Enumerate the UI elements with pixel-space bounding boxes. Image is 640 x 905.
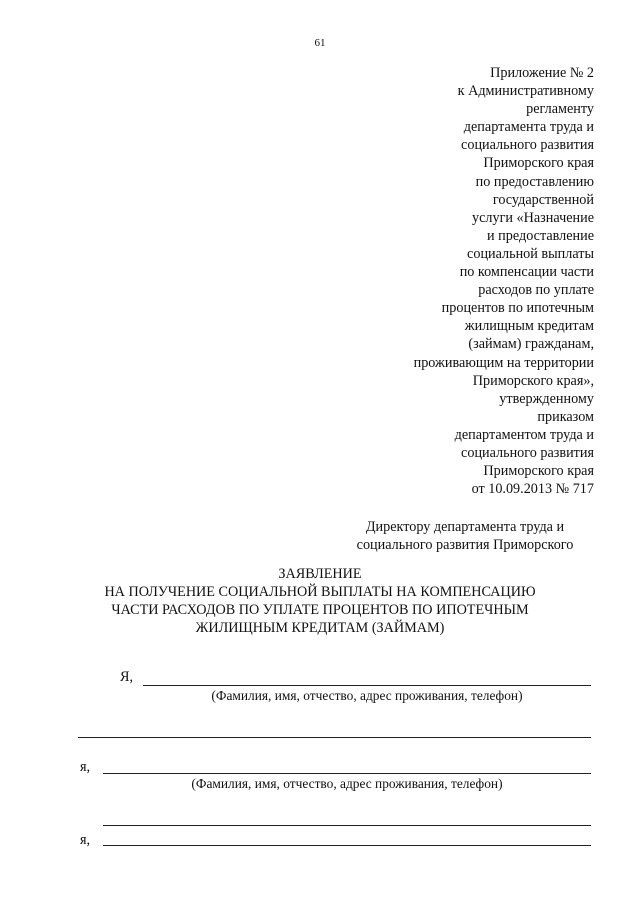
appendix-line: к Административному	[457, 83, 594, 100]
statement-line: НА ПОЛУЧЕНИЕ СОЦИАЛЬНОЙ ВЫПЛАТЫ НА КОМПЕНСАЦИЮ	[104, 584, 536, 600]
appendix-line: Приморского края	[483, 463, 594, 480]
co-applicant-hint: (Фамилия, имя, отчество, адрес проживания, телефон)	[191, 776, 503, 791]
appendix-line: процентов по ипотечным	[441, 300, 594, 317]
appendix-line: Приморского края»,	[472, 372, 594, 389]
appendix-line: социального развития	[461, 137, 594, 154]
applicant-address-field[interactable]	[78, 737, 591, 738]
appendix-line: расходов по уплате	[478, 282, 594, 299]
statement-line: ЖИЛИЩНЫМ КРЕДИТАМ (ЗАЙМАМ)	[195, 620, 445, 636]
appendix-line: регламенту	[526, 101, 594, 118]
addressee-line: Директору департамента труда и	[365, 519, 565, 535]
appendix-line: жилищным кредитам	[464, 318, 594, 335]
appendix-line: департаментом труда и	[454, 426, 594, 443]
appendix-line: по предоставлению	[475, 173, 594, 190]
co-applicant-2-name-field[interactable]	[103, 845, 591, 846]
addressee-line: социального развития Приморского	[356, 537, 574, 553]
appendix-line: социальной выплаты	[467, 245, 594, 262]
appendix-line: социального развития	[461, 444, 594, 461]
appendix-line: проживающим на территории	[413, 354, 594, 371]
applicant-name-field[interactable]	[143, 685, 591, 686]
appendix-line: (займам) гражданам,	[468, 336, 594, 353]
page-number: 61	[314, 37, 326, 49]
appendix-line: по компенсации части	[459, 264, 594, 281]
co-applicant-name-field[interactable]	[103, 773, 591, 774]
appendix-line: услуги «Назначение	[472, 209, 594, 226]
co-applicant-2-label: я,	[80, 832, 91, 848]
statement-heading: ЗАЯВЛЕНИЕ	[278, 566, 362, 582]
appendix-line: от 10.09.2013 № 717	[471, 481, 594, 498]
addressee	[330, 518, 600, 554]
appendix-line: Приложение № 2	[490, 65, 594, 81]
applicant-label: Я,	[120, 669, 134, 685]
appendix-line: государственной	[492, 191, 594, 208]
statement-line: ЧАСТИ РАСХОДОВ ПО УПЛАТЕ ПРОЦЕНТОВ ПО ИПОТЕЧНЫМ	[111, 602, 529, 618]
appendix-header	[334, 64, 594, 498]
statement-title	[60, 565, 580, 637]
appendix-line: утвержденному	[499, 390, 594, 407]
co-applicant-label: я,	[80, 759, 91, 775]
applicant-hint: (Фамилия, имя, отчество, адрес проживания, телефон)	[211, 688, 523, 703]
appendix-line: приказом	[537, 408, 594, 425]
co-applicant-address-field[interactable]	[103, 825, 591, 826]
appendix-line: и предоставление	[487, 227, 594, 244]
appendix-line: департамента труда и	[463, 119, 594, 136]
appendix-line: Приморского края	[483, 155, 594, 172]
